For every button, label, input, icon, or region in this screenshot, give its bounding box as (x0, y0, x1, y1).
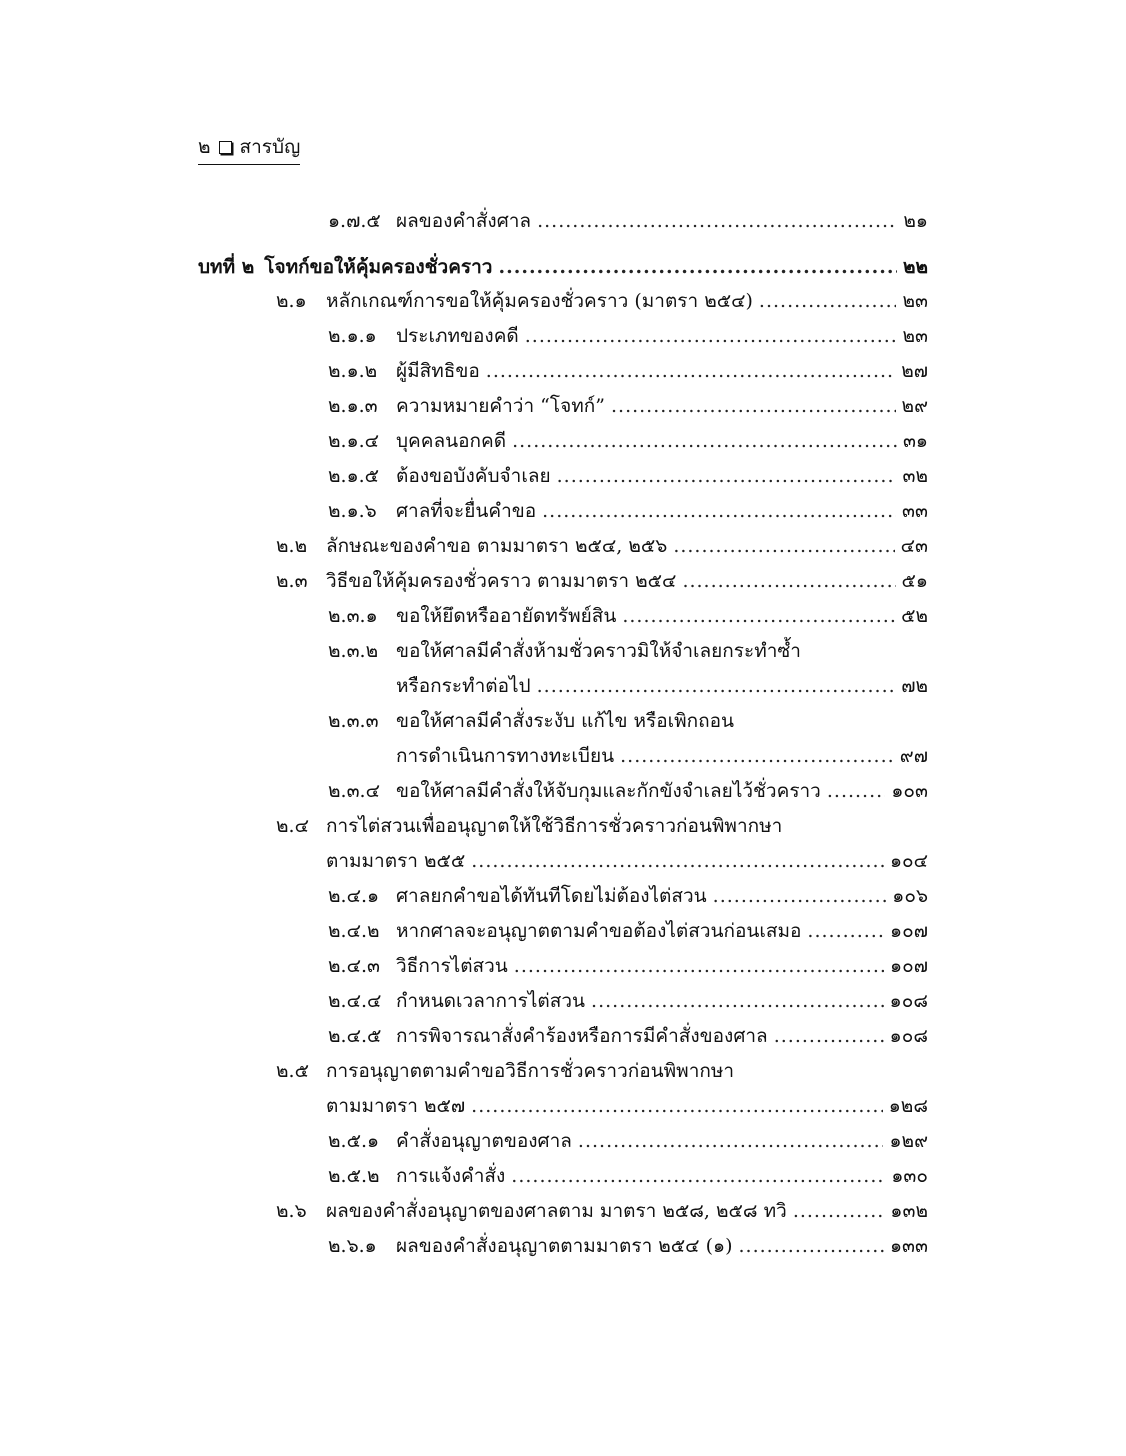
toc-entry-first-line[interactable] (328, 636, 801, 666)
toc-entry[interactable] (276, 1196, 928, 1226)
page-header (198, 132, 300, 165)
toc-entry-title: ผลของคำสั่งอนุญาตของศาลตาม มาตรา ๒๕๘, ๒๕๘ ทวิ (326, 1200, 787, 1222)
toc-entry-number: ๒.๓ (276, 570, 308, 592)
toc-entry-number: ๒.๕.๒ (328, 1165, 380, 1187)
header-section-title: สารบัญ (239, 136, 301, 158)
toc-entry-title: ประเภทของคดี (396, 325, 519, 347)
toc-leader-dots (537, 210, 897, 232)
toc-entry[interactable] (328, 206, 928, 236)
toc-entry-page: ๑๐๗ (890, 920, 928, 942)
toc-entry-page: ๔๓ (900, 535, 928, 557)
toc-entry-number: ๒.๑ (276, 290, 307, 312)
toc-entry-number: ๒.๑.๖ (328, 500, 377, 522)
toc-entry[interactable] (276, 286, 928, 316)
toc-entry-page: ๑๐๔ (889, 850, 928, 872)
toc-entry-title: ศาลยกคำขอได้ทันทีโดยไม่ต้องไต่สวน (396, 885, 707, 907)
toc-leader-dots (525, 325, 897, 347)
toc-entry-title: การแจ้งคำสั่ง (396, 1165, 506, 1187)
toc-entry-page: ๑๒๙ (889, 1130, 928, 1152)
toc-leader-dots (498, 256, 896, 278)
toc-entry-title: กำหนดเวลาการไต่สวน (396, 990, 586, 1012)
toc-entry-number: ๒.๖ (276, 1200, 307, 1222)
toc-entry-title-continuation: ตามมาตรา ๒๕๕ (326, 850, 466, 872)
toc-entry[interactable] (328, 1231, 928, 1261)
header-page-number: ๒ (198, 136, 211, 158)
toc-entry-continuation[interactable] (326, 846, 928, 876)
toc-entry-page: ๑๐๖ (892, 885, 928, 907)
toc-entry-title: หากศาลจะอนุญาตตามคำขอต้องไต่สวนก่อนเสมอ (396, 920, 802, 942)
toc-leader-dots (620, 745, 894, 767)
toc-entry-title: คำสั่งอนุญาตของศาล (396, 1130, 572, 1152)
toc-entry-number: ๒.๕ (276, 1060, 309, 1082)
toc-leader-dots (673, 535, 894, 557)
toc-leader-dots (682, 570, 895, 592)
toc-leader-dots (827, 780, 885, 802)
toc-entry-number: ๒.๑.๔ (328, 430, 380, 452)
toc-entry-number: ๒.๓.๔ (328, 780, 380, 802)
toc-entry[interactable] (328, 356, 928, 386)
toc-entry-page: ๒๑ (903, 210, 928, 232)
toc-entry[interactable] (328, 986, 928, 1016)
toc-entry-first-line[interactable] (276, 811, 782, 841)
toc-leader-dots (578, 1130, 884, 1152)
toc-entry-title: ขอให้ศาลมีคำสั่งห้ามชั่วคราวมิให้จำเลยกระทำซ้ำ (396, 640, 801, 662)
toc-leader-dots (471, 850, 884, 872)
toc-entry-title: ศาลที่จะยื่นคำขอ (396, 500, 537, 522)
toc-entry-title: การพิจารณาสั่งคำร้องหรือการมีคำสั่งของศาล (396, 1025, 768, 1047)
toc-leader-dots (611, 395, 896, 417)
toc-entry-number: ๒.๔.๓ (328, 955, 380, 977)
toc-entry-first-line[interactable] (328, 706, 734, 736)
toc-entry-page: ๒๙ (901, 395, 928, 417)
toc-entry-page: ๑๒๘ (888, 1095, 928, 1117)
toc-entry[interactable] (328, 1021, 928, 1051)
toc-entry-number: ๒.๕.๑ (328, 1130, 380, 1152)
toc-entry-title-continuation: หรือกระทำต่อไป (396, 675, 531, 697)
toc-entry[interactable] (328, 426, 928, 456)
toc-entry-number: ๒.๑.๒ (328, 360, 378, 382)
toc-entry-page: ๑๐๗ (890, 955, 928, 977)
toc-entry-page: ๕๑ (901, 570, 928, 592)
toc-entry-page: ๑๓๐ (891, 1165, 928, 1187)
toc-entry-number: ๒.๒ (276, 535, 308, 557)
toc-entry-page: ๙๗ (899, 745, 928, 767)
toc-leader-dots (486, 360, 895, 382)
toc-entry-title: ขอให้ศาลมีคำสั่งระงับ แก้ไข หรือเพิกถอน (396, 710, 735, 732)
toc-entry[interactable] (328, 1126, 928, 1156)
toc-entry-page: ๒๓ (902, 325, 928, 347)
toc-entry[interactable] (328, 916, 928, 946)
toc-entry-first-line[interactable] (276, 1056, 734, 1086)
toc-entry[interactable] (328, 391, 928, 421)
toc-entry-page: ๒๒ (902, 256, 928, 278)
toc-entry-title: หลักเกณฑ์การขอให้คุ้มครองชั่วคราว (มาตรา ๒๕๔) (326, 290, 753, 312)
toc-entry-title-continuation: การดำเนินการทางทะเบียน (396, 745, 615, 767)
toc-entry-page: ๓๑ (902, 430, 928, 452)
toc-entry-page: ๑๓๓ (889, 1235, 928, 1257)
toc-entry-title: การไต่สวนเพื่ออนุญาตให้ใช้วิธีการชั่วคราวก่อนพิพากษา (326, 815, 783, 837)
toc-entry-title-continuation: ตามมาตรา ๒๕๗ (326, 1095, 466, 1117)
toc-entry-title: ผลของคำสั่งอนุญาตตามมาตรา ๒๕๔ (๑) (396, 1235, 733, 1257)
toc-entry-continuation[interactable] (326, 1091, 928, 1121)
toc-entry-page: ๑๐๓ (891, 780, 928, 802)
toc-entry-page: ๑๐๘ (889, 990, 928, 1012)
toc-entry[interactable] (328, 321, 928, 351)
toc-entry-title: การอนุญาตตามคำขอวิธีการชั่วคราวก่อนพิพากษา (326, 1060, 735, 1082)
toc-entry-page: ๗๒ (901, 675, 928, 697)
toc-entry-title: ความหมายคำว่า “โจทก์” (396, 395, 605, 417)
toc-leader-dots (514, 955, 884, 977)
toc-entry-page: ๓๓ (902, 500, 928, 522)
toc-leader-dots (511, 1165, 885, 1187)
toc-entry-page: ๕๒ (901, 605, 928, 627)
toc-entry-number: ๒.๖.๑ (328, 1235, 377, 1257)
toc-entry-title: วิธีการไต่สวน (396, 955, 508, 977)
toc-entry[interactable] (328, 1161, 928, 1191)
toc-entry-continuation[interactable] (396, 741, 928, 771)
toc-leader-dots (807, 920, 884, 942)
toc-entry-page: ๑๐๘ (889, 1025, 928, 1047)
toc-entry-title: ต้องขอบังคับจำเลย (396, 465, 551, 487)
toc-entry-page: ๓๒ (902, 465, 928, 487)
toc-leader-dots (591, 990, 884, 1012)
toc-entry-number: ๒.๔.๒ (328, 920, 380, 942)
toc-leader-dots (537, 675, 896, 697)
toc-entry-title: ลักษณะของคำขอ ตามมาตรา ๒๕๔, ๒๕๖ (326, 535, 668, 557)
toc-leader-dots (793, 1200, 885, 1222)
toc-entry-title: ผลของคำสั่งศาล (396, 210, 532, 232)
toc-entry-number: ๒.๑.๓ (328, 395, 378, 417)
toc-entry-title: ผู้มีสิทธิขอ (396, 360, 480, 382)
toc-leader-dots (557, 465, 897, 487)
toc-entry[interactable] (328, 776, 928, 806)
toc-entry-title: วิธีขอให้คุ้มครองชั่วคราว ตามมาตรา ๒๕๔ (326, 570, 677, 592)
toc-entry-number: ๒.๔.๔ (328, 990, 382, 1012)
toc-leader-dots (759, 290, 897, 312)
toc-entry-number: ๒.๓.๑ (328, 605, 378, 627)
toc-entry-page: ๑๓๒ (890, 1200, 928, 1222)
toc-entry-number: ๒.๑.๕ (328, 465, 380, 487)
toc-entry[interactable] (328, 496, 928, 526)
toc-entry-title: บุคคลนอกคดี (396, 430, 507, 452)
toc-entry[interactable] (328, 881, 928, 911)
toc-leader-dots (471, 1095, 883, 1117)
toc-leader-dots (739, 1235, 884, 1257)
toc-leader-dots (622, 605, 895, 627)
toc-leader-dots (774, 1025, 884, 1047)
toc-entry-number: ๒.๔ (276, 815, 309, 837)
toc-entry-number: ๒.๔.๑ (328, 885, 380, 907)
toc-entry-number: ๒.๔.๕ (328, 1025, 382, 1047)
toc-leader-dots (542, 500, 896, 522)
toc-chapter-entry[interactable] (198, 252, 928, 282)
toc-entry[interactable] (276, 566, 928, 596)
toc-entry[interactable] (328, 601, 928, 631)
toc-entry-number: ๒.๓.๒ (328, 640, 379, 662)
toc-entry-continuation[interactable] (396, 671, 928, 701)
toc-entry-page: ๒๓ (902, 290, 928, 312)
toc-entry[interactable] (276, 531, 928, 561)
checkbox-bullet-icon (219, 141, 232, 154)
toc-entry-page: ๒๗ (901, 360, 928, 382)
toc-entry-title: ขอให้ศาลมีคำสั่งให้จับกุมและกักขังจำเลยไว้ชั่วคราว (396, 780, 821, 802)
toc-entry-title: โจทก์ขอให้คุ้มครองชั่วคราว (264, 256, 493, 278)
toc-entry-number: บทที่ ๒ (198, 256, 255, 278)
toc-leader-dots (713, 885, 887, 907)
toc-entry[interactable] (328, 951, 928, 981)
toc-entry-number: ๑.๗.๕ (328, 210, 381, 232)
toc-entry[interactable] (328, 461, 928, 491)
toc-entry-number: ๒.๓.๓ (328, 710, 379, 732)
toc-entry-title: ขอให้ยึดหรืออายัดทรัพย์สิน (396, 605, 617, 627)
toc-entry-number: ๒.๑.๑ (328, 325, 377, 347)
toc-leader-dots (512, 430, 897, 452)
